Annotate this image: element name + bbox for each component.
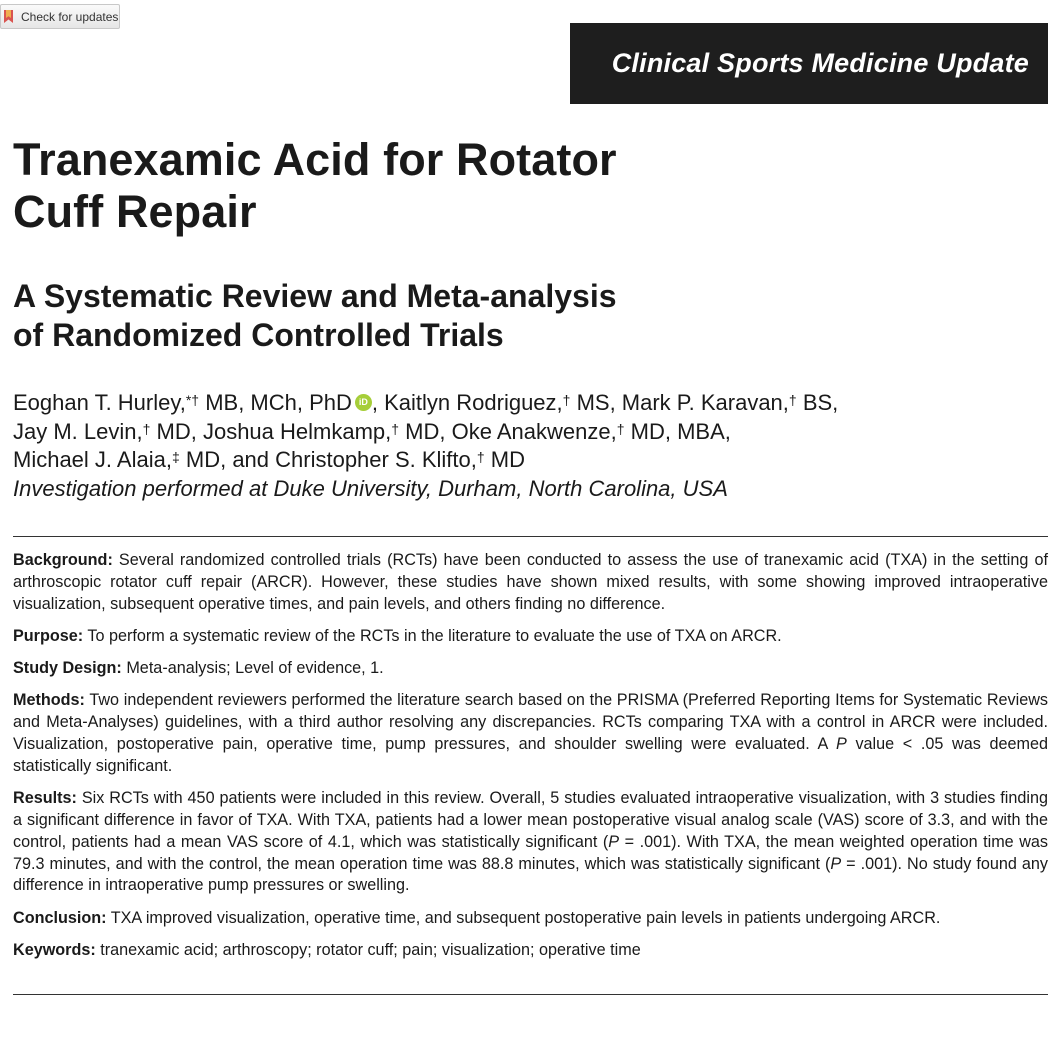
divider-top [13, 536, 1048, 537]
abstract-purpose [13, 626, 1048, 648]
author-name: Michael J. Alaia, [13, 447, 172, 472]
p-symbol: P [830, 854, 842, 873]
abstract-background [13, 550, 1048, 615]
author-degree: MD, Oke Anakwenze, [399, 418, 617, 444]
subtitle-line-1: A Systematic Review and Meta-analysis [13, 278, 617, 314]
abstract-results [13, 788, 1048, 897]
section-text: tranexamic acid; arthroscopy; rotator cuff; pain; visualization; operative time [95, 940, 641, 959]
section-text: TXA improved visualization, operative time, and subsequent postoperative pain levels in patients undergoing ARCR. [106, 908, 941, 927]
abstract-conclusion [13, 908, 1048, 930]
section-banner-text: Clinical Sports Medicine Update [611, 48, 1029, 78]
author-degree: MD, and Christopher S. Klifto, [179, 447, 477, 472]
bookmark-ribbon-icon [3, 10, 14, 24]
author-mark: † [142, 420, 151, 437]
abstract-study-design [13, 658, 1048, 680]
author-list [13, 389, 1053, 503]
subtitle-line-2: of Randomized Controlled Trials [13, 317, 504, 353]
section-text: = .001). With TXA, the mean weighted operation time was 79.3 minutes, and with the control, the mean operation time was 88.8 minutes, which was statistically significant ( [13, 832, 1049, 873]
section-label: Conclusion: [13, 908, 107, 927]
author-degree: MD, MBA, [624, 418, 731, 444]
abstract-methods [13, 690, 1048, 777]
p-symbol: P [608, 832, 620, 851]
title-line-1: Tranexamic Acid for Rotator [13, 134, 617, 185]
author-mark: † [391, 420, 400, 437]
section-label: Purpose: [13, 626, 84, 645]
section-label: Results: [13, 789, 77, 808]
author-mark: ‡ [171, 449, 180, 465]
abstract-keywords [13, 940, 1048, 962]
section-label: Keywords: [13, 940, 96, 959]
orcid-icon[interactable]: iD [355, 394, 372, 411]
author-degree: MD, Joshua Helmkamp, [150, 418, 392, 444]
author-mark: † [788, 392, 797, 408]
author-mark: † [562, 392, 571, 408]
author-name: Jay M. Levin, [13, 418, 143, 444]
abstract [13, 550, 1048, 972]
section-label: Study Design: [13, 659, 122, 678]
author-degree: MD [484, 447, 526, 472]
section-text: To perform a systematic review of the RCTs in the literature to evaluate the use of TXA on ARCR. [83, 626, 782, 645]
divider-bottom [13, 994, 1048, 995]
author-mark: † [476, 449, 485, 465]
author-mark: *† [185, 392, 200, 408]
section-label: Methods: [13, 691, 85, 710]
author-degree: MB, MCh, PhD [199, 390, 352, 415]
author-name: , Kaitlyn Rodriguez, [371, 390, 563, 415]
article-title [13, 134, 617, 238]
title-line-2: Cuff Repair [13, 186, 257, 237]
section-label: Background: [13, 551, 113, 569]
author-degree: MS, Mark P. Karavan, [570, 390, 789, 415]
section-text: Two independent reviewers performed the literature search based on the PRISMA (Preferred Reporting Items for Systematic Reviews and Meta-Analyses) guidelines, with a third author resolving any discrepancies. RCTs comparing TXA with a control in ARCR were included. Visualization, postoperative pain, operative time, pump pressures, and shoulder swelling were evaluated. A [13, 691, 1048, 754]
section-text: Several randomized controlled trials (RCTs) have been conducted to assess the use of tranexamic acid (TXA) in the setting of arthroscopic rotator cuff repair (ARCR). However, these studies have shown mixed results, with some showing improved intraoperative visualization, subsequent operative times, and pain levels, and others finding no difference. [13, 551, 1048, 613]
author-mark: † [616, 420, 625, 437]
section-text: = .001). No study found any difference in intraoperative pump pressures or swelling. [13, 854, 1048, 895]
check-for-updates-label: Check for updates [21, 9, 119, 24]
p-symbol: P [836, 735, 847, 754]
section-banner [570, 23, 1048, 104]
article-subtitle [13, 277, 617, 355]
section-text: Six RCTs with 450 patients were included in this review. Overall, 5 studies evaluated intraoperative visualization, with 3 studies finding a significant difference in favor of TXA. With TXA, patients had a lower mean postoperative visual analog scale (VAS) score of 3.3, and with the control, patients had a mean VAS score of 4.1, which was statistically significant ( [13, 789, 1048, 851]
section-text: value < .05 was deemed statistically significant. [13, 735, 1048, 775]
author-degree: BS, [796, 390, 839, 415]
affiliation: Investigation performed at Duke University, Durham, North Carolina, USA [13, 475, 728, 501]
check-for-updates-button[interactable] [0, 4, 120, 29]
author-name: Eoghan T. Hurley, [13, 390, 186, 415]
section-text: Meta-analysis; Level of evidence, 1. [121, 659, 384, 678]
